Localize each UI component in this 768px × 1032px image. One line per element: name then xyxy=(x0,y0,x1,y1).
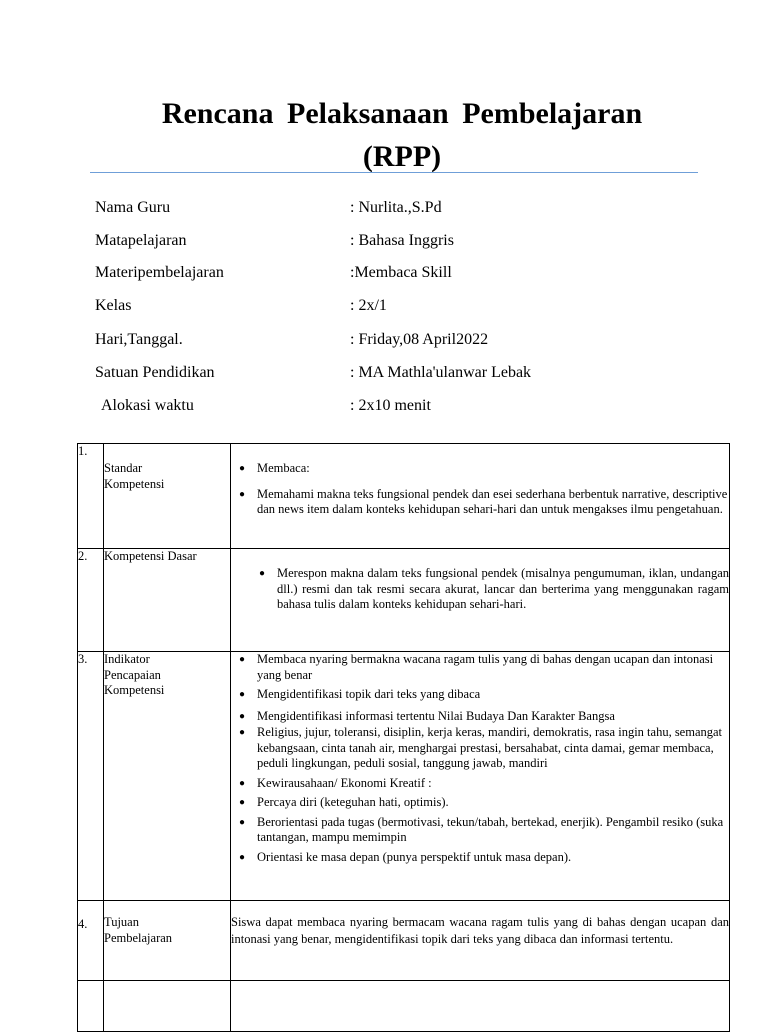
info-value: : Nurlita.,S.Pd xyxy=(350,199,442,216)
rpp-table xyxy=(77,443,730,1032)
row-label xyxy=(104,549,231,652)
list-item xyxy=(231,652,729,683)
list-item xyxy=(231,709,729,725)
row-label-line: Indikator xyxy=(104,652,150,666)
title-divider xyxy=(90,172,698,173)
info-label: Alokasi waktu xyxy=(101,397,194,414)
row-label-line: Standar xyxy=(104,461,143,475)
title-line-2: (RPP) xyxy=(362,140,442,173)
row-number: 4. xyxy=(78,901,104,981)
bullet-icon: ● xyxy=(239,777,246,789)
info-value: : Bahasa Inggris xyxy=(350,232,454,249)
list-item-text: Kewirausahaan/ Ekonomi Kreatif : xyxy=(257,775,432,790)
list-item-text: Membaca nyaring bermakna wacana ragam tulis yang di bahas dengan ucapan dan intonasi yang benar xyxy=(257,652,714,682)
list-item-text: Mengidentifikasi informasi tertentu Nilai Budaya Dan Karakter Bangsa xyxy=(257,708,615,723)
info-value: : 2x/1 xyxy=(350,297,387,314)
list-item xyxy=(231,461,729,477)
bullet-icon: ● xyxy=(239,463,246,474)
title-line-1: Rencana Pelaksanaan Pembelajaran xyxy=(161,97,643,130)
bullet-icon: ● xyxy=(239,797,246,808)
table-row-kompetensi-dasar xyxy=(78,549,730,652)
table-row-indikator xyxy=(78,652,730,901)
list-item xyxy=(231,850,729,866)
list-item-text: Merespon makna dalam teks fungsional pendek (misalnya pengumuman, iklan, undangan dll.) resmi dan tak resmi secara akurat, lancar dan berterima yang menggunakan ragam bahasa tulis dalam konteks kehidupan sehari-hari. xyxy=(277,566,729,611)
tujuan-text: Siswa dapat membaca nyaring bermacam wacana ragam tulis yang di bahas dengan ucapan dan intonasi yang benar, mengidentifikasi topik dari teks yang dibaca dan informasi tertentu. xyxy=(231,915,729,946)
row-content xyxy=(231,901,730,981)
list-item-text: Religius, jujur, toleransi, disiplin, kerja keras, mandiri, demokratis, rasa ingin tahu, semangat kebangsaan, cinta tanah air, menghargai prestasi, bersahabat, cinta damai, gemar membaca, peduli lingkungan, peduli sosial, tanggung jawab, mandiri xyxy=(257,725,723,770)
row-label-line: Tujuan xyxy=(104,915,139,929)
table-row-tujuan xyxy=(78,901,730,981)
info-value: : 2x10 menit xyxy=(350,397,431,414)
list-item-text: Membaca: xyxy=(257,461,310,475)
row-label-line: Pembelajaran xyxy=(104,930,173,945)
bullet-list xyxy=(231,461,729,518)
info-value: : MA Mathla'ulanwar Lebak xyxy=(350,364,532,381)
bullet-icon: ● xyxy=(239,689,246,700)
list-item-text: Memahami makna teks fungsional pendek dan esei sederhana berbentuk narrative, descriptive dan news item dalam konteks kehidupan sehari-hari dan untuk mengakses ilmu pengetahuan. xyxy=(257,486,728,516)
list-item-text: Percaya diri (keteguhan hati, optimis). xyxy=(257,795,449,809)
bullet-icon: ● xyxy=(239,851,246,863)
info-row-satuan-pendidikan xyxy=(0,364,768,388)
row-content xyxy=(231,549,730,652)
document-title xyxy=(0,92,768,178)
info-label: Hari,Tanggal. xyxy=(95,331,183,348)
row-label-line: Kompetensi xyxy=(104,476,165,491)
row-label-line: Kompetensi xyxy=(104,683,165,697)
row-number: 3. xyxy=(78,652,104,901)
list-item xyxy=(231,815,729,846)
info-row-alokasi-waktu xyxy=(0,397,768,421)
list-item-text: Mengidentifikasi topik dari teks yang dibaca xyxy=(257,687,481,701)
list-item xyxy=(251,566,729,613)
bullet-icon: ● xyxy=(259,568,266,579)
row-label xyxy=(104,652,231,901)
row-number: 1. xyxy=(78,444,104,549)
info-label: Materipembelajaran xyxy=(95,264,224,281)
info-label: Satuan Pendidikan xyxy=(95,364,215,381)
info-row-matapelajaran xyxy=(0,232,768,256)
row-label-line: Kompetensi Dasar xyxy=(104,549,197,563)
row-label xyxy=(104,901,231,981)
info-label: Matapelajaran xyxy=(95,232,187,249)
bullet-icon: ● xyxy=(239,488,246,500)
info-label: Kelas xyxy=(95,297,132,314)
list-item xyxy=(231,687,729,703)
list-item-text: Berorientasi pada tugas (bermotivasi, tekun/tabah, bertekad, enerjik). Pengambil resiko (suka tantangan, mampu memimpin xyxy=(257,814,724,844)
info-row-hari-tanggal xyxy=(0,331,768,355)
bullet-icon: ● xyxy=(239,710,246,722)
row-content xyxy=(231,652,730,901)
list-item xyxy=(231,795,729,811)
bullet-list xyxy=(231,652,729,865)
info-value: : Friday,08 April2022 xyxy=(350,331,489,348)
list-item xyxy=(231,725,729,772)
bullet-icon: ● xyxy=(239,727,246,738)
bullet-list xyxy=(251,566,729,613)
info-row-kelas xyxy=(0,297,768,321)
row-content xyxy=(231,444,730,549)
info-value: :Membaca Skill xyxy=(350,264,452,281)
row-label xyxy=(104,444,231,549)
info-label: Nama Guru xyxy=(95,199,171,216)
list-item-text: Orientasi ke masa depan (punya perspektif untuk masa depan). xyxy=(257,849,572,864)
row-label-line: Pencapaian xyxy=(104,667,161,682)
info-row-nama-guru xyxy=(0,199,768,223)
bullet-icon: ● xyxy=(239,654,246,665)
bullet-icon: ● xyxy=(239,816,246,828)
list-item xyxy=(231,776,729,792)
table-row-standar-kompetensi xyxy=(78,444,730,549)
list-item xyxy=(231,487,729,518)
info-row-materi xyxy=(0,264,768,288)
row-number: 2. xyxy=(78,549,104,652)
